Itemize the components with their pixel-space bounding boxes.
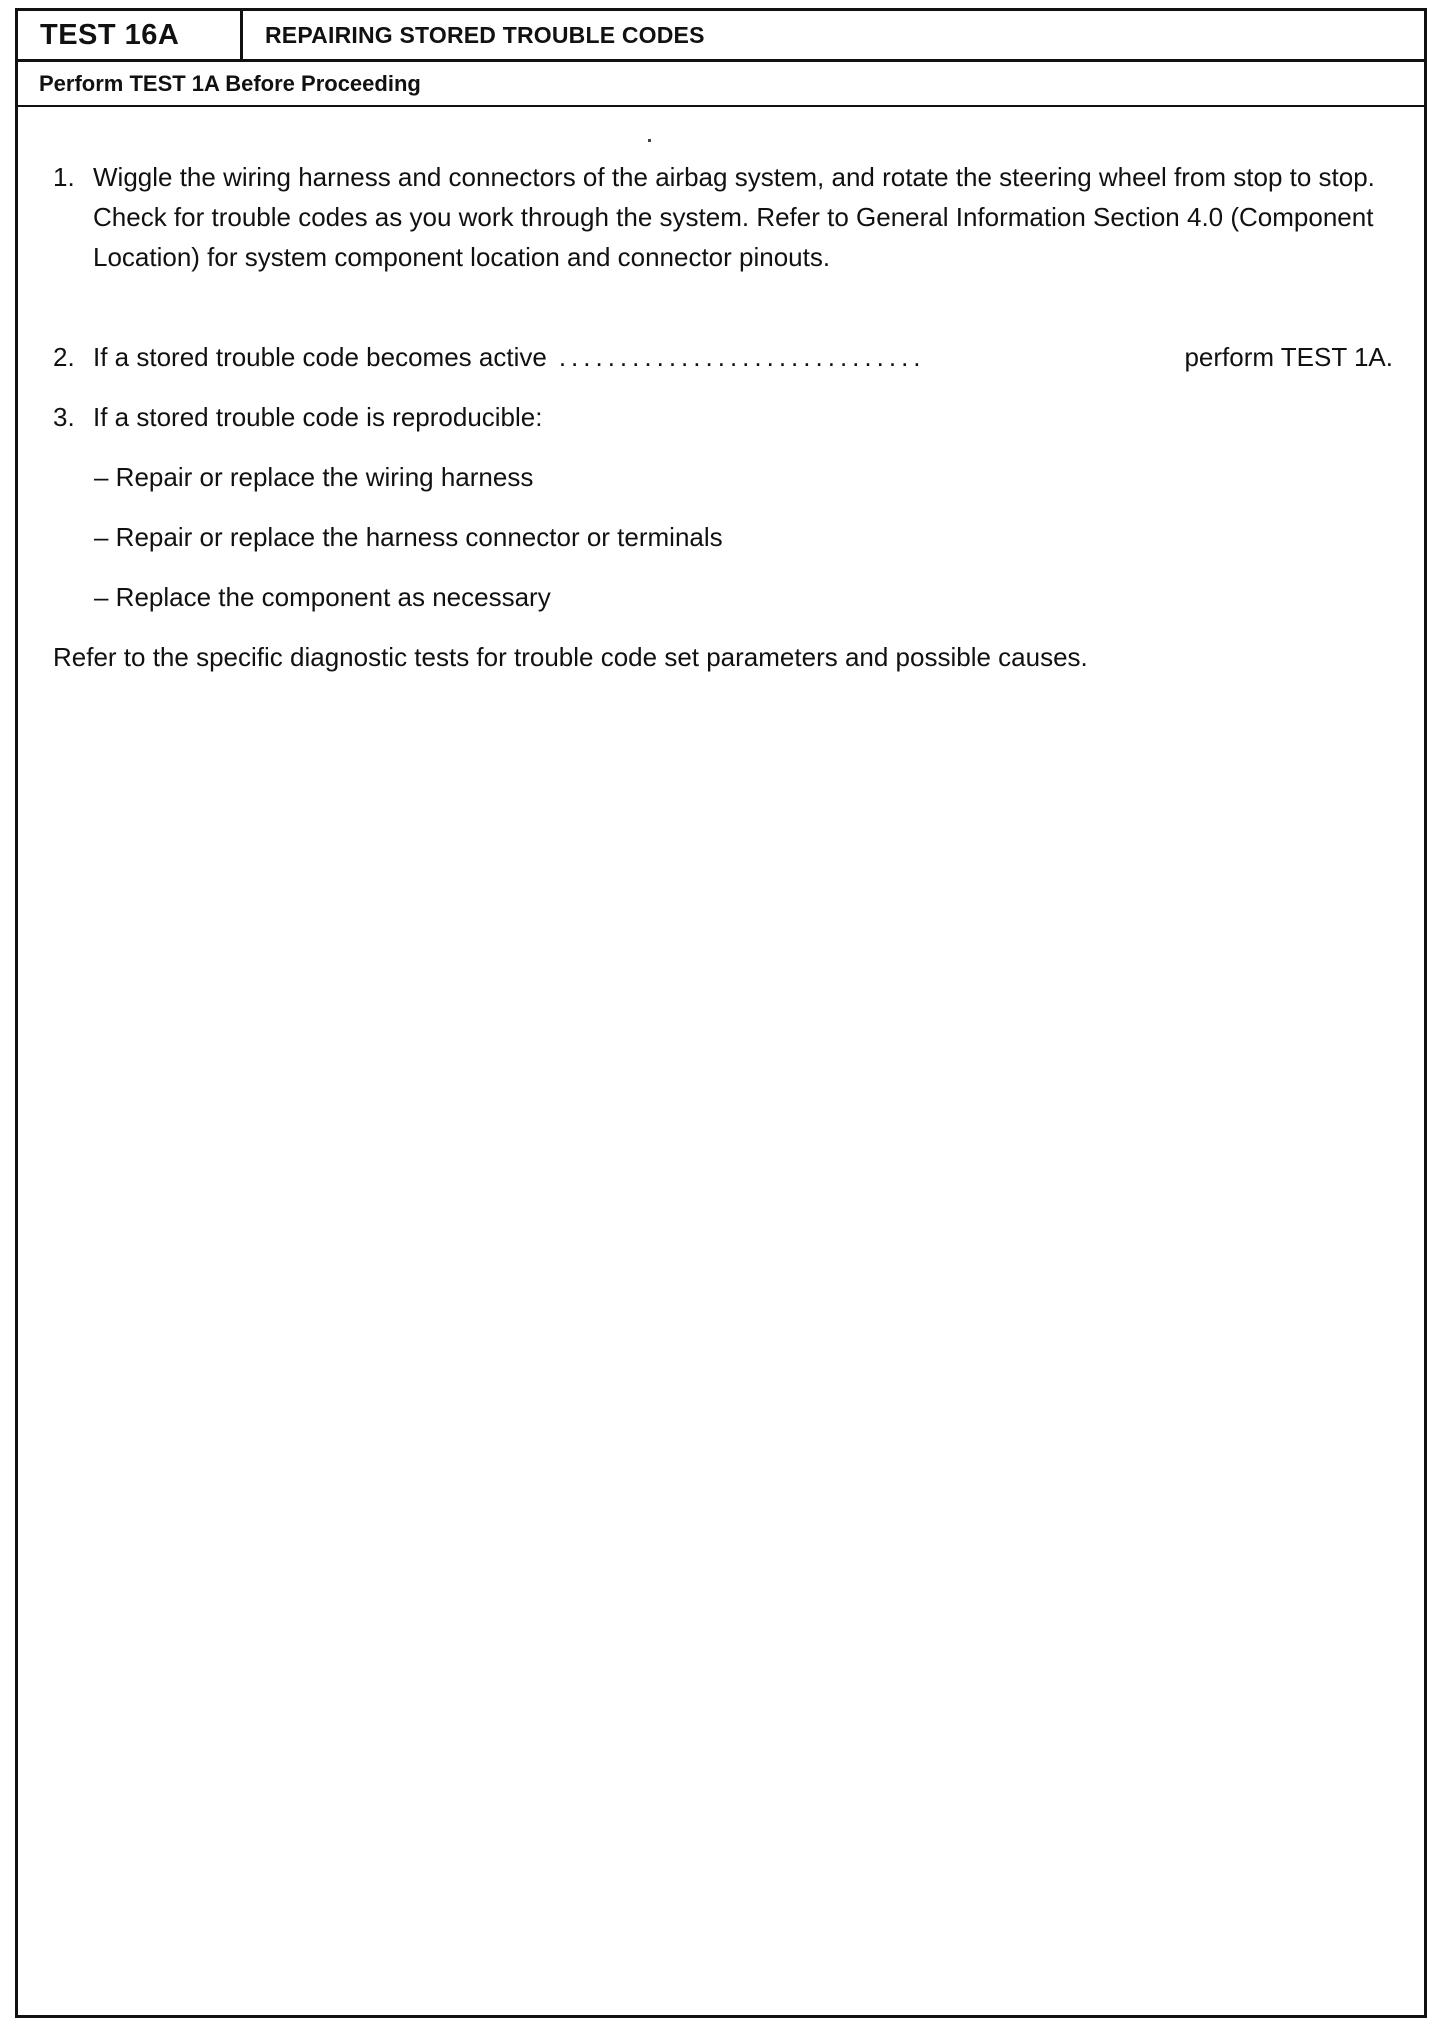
test-header (18, 11, 1424, 62)
step-action: perform TEST 1A. (1184, 342, 1393, 372)
reference-note: Refer to the specific diagnostic tests for trouble code set parameters and possible causes. (53, 642, 1088, 672)
step-text: Wiggle the wiring harness and connectors of the airbag system, and rotate the steering wheel from stop to stop. Check for trouble codes as you work through the system. Refer to General Information Section 4.0 (Component Location) for system component location and connector pinouts. (93, 162, 1375, 272)
step-text: If a stored trouble code is reproducible: (93, 402, 543, 432)
repair-item: – Repair or replace the wiring harness (94, 462, 534, 492)
step-leader-line (93, 337, 1393, 377)
step-number: 2. (53, 342, 75, 372)
prerequisite-note: Perform TEST 1A Before Proceeding (18, 62, 1424, 107)
step-number: 1. (53, 162, 75, 192)
repair-item: – Replace the component as necessary (94, 582, 551, 612)
test-id: TEST 16A (18, 11, 243, 59)
step-number: 3. (53, 402, 75, 432)
document-page (15, 8, 1427, 2018)
test-title: REPAIRING STORED TROUBLE CODES (265, 22, 705, 48)
scan-speck (648, 139, 651, 142)
step-condition: If a stored trouble code becomes active (93, 342, 547, 372)
dot-leader: .............................. (558, 342, 926, 372)
repair-item: – Repair or replace the harness connector or terminals (94, 522, 723, 552)
